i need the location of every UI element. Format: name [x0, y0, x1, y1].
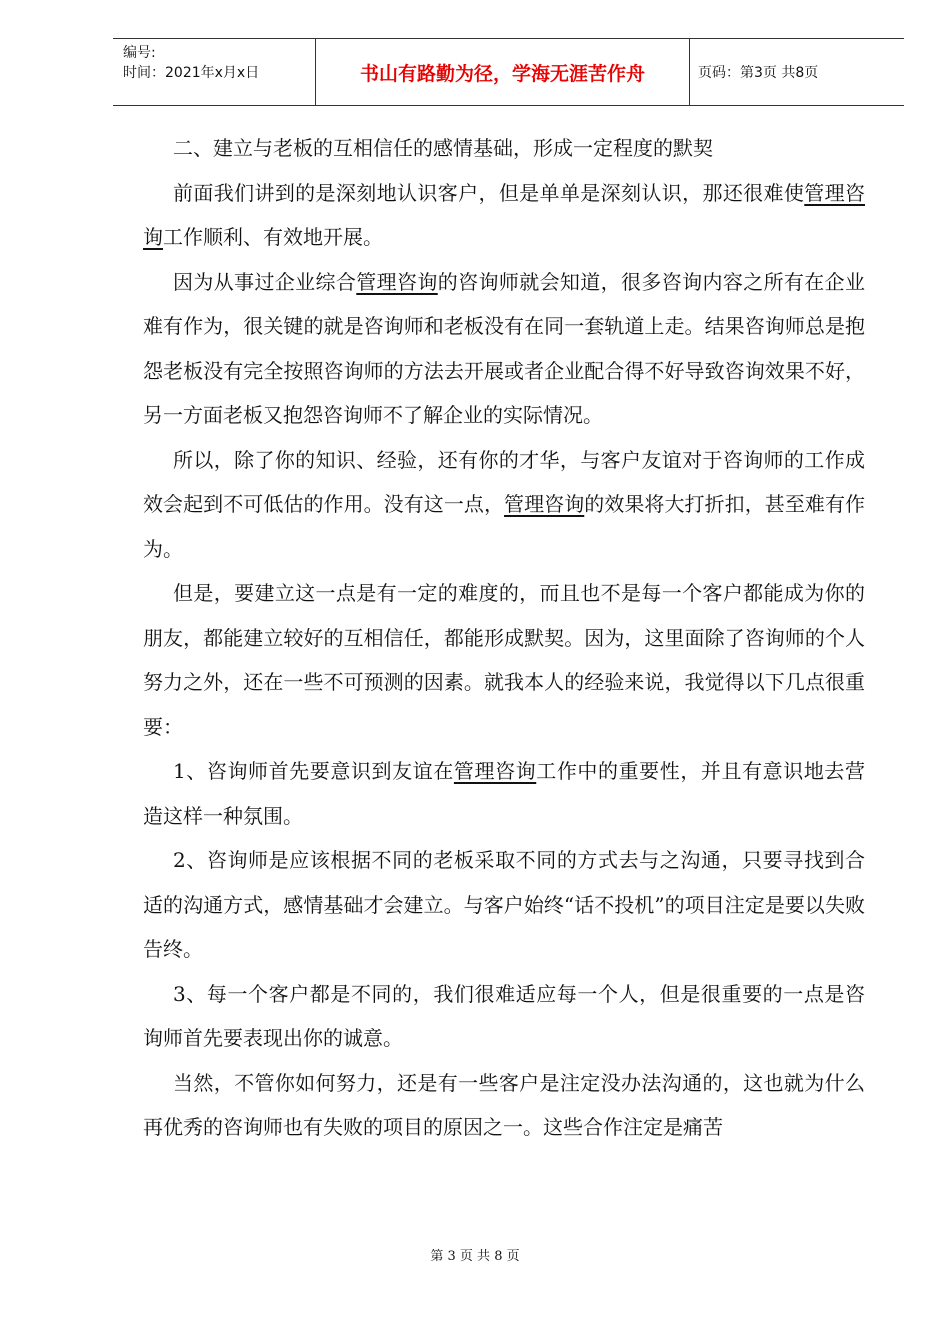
- paragraph: 前面我们讲到的是深刻地认识客户，但是单单是深刻认识，那还很难使管理咨询工作顺利、有效地开展。: [143, 180, 866, 249]
- list-item: 3、每一个客户都是不同的，我们很难适应每一个人，但是很重要的一点是咨询师首先要表现出你的诚意。: [143, 981, 865, 1050]
- header-meta: [113, 39, 316, 105]
- paragraph: 但是，要建立这一点是有一定的难度的，而且也不是每一个客户都能成为你的朋友，都能建立较好的互相信任，都能形成默契。因为，这里面除了咨询师的个人努力之外，还在一些不可预测的因素。就我本人的经验来说，我觉得以下几点很重要：: [143, 581, 865, 739]
- page-info: 页码：第3页 共8页: [698, 65, 819, 81]
- list-item: 2、咨询师是应该根据不同的老板采取不同的方式去与之沟通，只要寻找到合适的沟通方式，感情基础才会建立。与客户始终“话不投机”的项目注定是要以失败告终。: [143, 848, 865, 961]
- document-body: [143, 126, 865, 1150]
- time-label: 时间：2021年x月x日: [123, 65, 260, 81]
- page-header: [113, 38, 904, 106]
- page-footer: 第 3 页 共 8 页: [430, 1249, 520, 1264]
- section-heading: 二、建立与老板的互相信任的感情基础，形成一定程度的默契: [173, 136, 713, 160]
- paragraph: 因为从事过企业综合管理咨询的咨询师就会知道，很多咨询内容之所有在企业难有作为，很关键的就是咨询师和老板没有在同一套轨道上走。结果咨询师总是抱怨老板没有完全按照咨询师的方法去开展或者企业配合得不好导致咨询效果不好，另一方面老板又抱怨咨询师不了解企业的实际情况。: [143, 269, 866, 427]
- number-label: 编号:: [123, 45, 156, 61]
- link-management-consulting[interactable]: 管理咨询: [504, 492, 585, 516]
- list-item: 1、咨询师首先要意识到友谊在管理咨询工作中的重要性，并且有意识地去营造这样一种氛围。: [143, 759, 866, 828]
- paragraph: 当然，不管你如何努力，还是有一些客户是注定没办法沟通的，这也就为什么再优秀的咨询师也有失败的项目的原因之一。这些合作注定是痛苦: [143, 1070, 865, 1139]
- motto: 书山有路勤为径，学海无涯苦作舟: [316, 39, 690, 105]
- link-management-consulting[interactable]: 管理咨询: [356, 269, 438, 294]
- link-management-consulting[interactable]: 管理咨询: [143, 180, 866, 249]
- link-management-consulting[interactable]: 管理咨询: [453, 759, 537, 783]
- paragraph: 所以，除了你的知识、经验，还有你的才华，与客户友谊对于咨询师的工作成效会起到不可低估的作用。没有这一点，管理咨询的效果将大打折扣，甚至难有作为。: [143, 447, 866, 561]
